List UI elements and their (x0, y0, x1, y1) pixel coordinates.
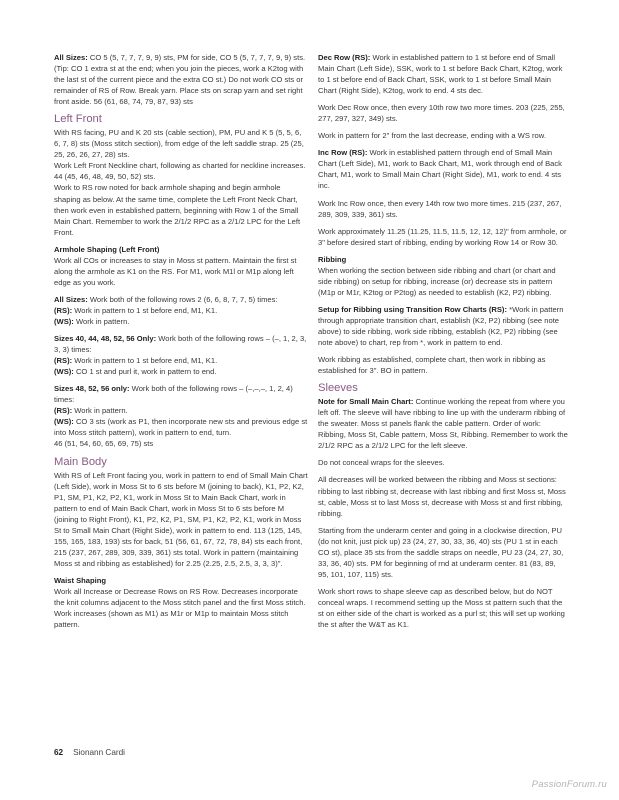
left-front-paragraph-3: Work to RS row noted for back armhole shaping and begin armhole shaping as below. At the same time, complete the Left Front Neck Chart, then work even in established pattern, beginning with Row 1 of the Small Main Chart. Remember to work the 2/1/2 RPC as a 2/1/2 LPC for the Left Front. (54, 183, 301, 237)
ws-row-1: (WS): Work in pattern. (54, 316, 130, 326)
main-body-heading: Main Body (54, 455, 107, 468)
ribbing-text: When working the section between side ribbing and chart (or chart and side ribbing) on setup for ribbing, increase (or) decrease sts in pattern (M1p or M1r, K2tog or P2tog) as needed to establish (K2, P2) ribbing. (318, 265, 556, 297)
all-sizes-rows: All Sizes: Work both of the following rows 2 (6, 6, 8, 7, 7, 5) times: (54, 294, 278, 304)
watermark: PassionForum.ru (531, 779, 607, 790)
waist-shaping-heading: Waist Shaping (54, 575, 107, 585)
armhole-shaping-text: Work all COs or increases to stay in Moss st pattern. Maintain the first st along the armhole as K1 on the RS. For M1, work M1l or M1p along left edge as you work. (54, 255, 297, 287)
dec-row: Dec Row (RS): Work in established pattern to 1 st before end of Small Main Chart (Left Side), SSK, work to 1 st before Back Chart, K2tog, work to 1 st before end of Back Chart, SSK, work to 1 st before Small Main Chart (Right Side), K2tog, work to end. 4 sts dec. (318, 53, 563, 96)
all-sizes-intro: All Sizes: CO 5 (5, 7, 7, 7, 9, 9) sts, PM for side, CO 5 (5, 7, 7, 7, 9, 9) sts. (Tip: CO 1 extra st at the end; when you join the pieces, work a K2tog with the last st of the current piece and the extra CO st.) Do not work CO sts or remainder of RS of Row. Break yarn. Place sts on scrap yarn and set right front aside. 56 (61, 68, 74, 79, 87, 93) sts (54, 53, 306, 107)
ws-row-2: (WS): CO 1 st and purl it, work in pattern to end. (54, 367, 217, 377)
pattern-author: Sionann Cardi (73, 748, 125, 757)
armhole-shaping-heading: Armhole Shaping (Left Front) (54, 244, 160, 254)
sleeves-heading: Sleeves (318, 382, 358, 395)
ribbing-complete: Work ribbing as established, complete chart, then work in ribbing as established for 3". BO in pattern. (318, 355, 546, 376)
main-body-text: With RS of Left Front facing you, work in pattern to end of Small Main Chart (Left Side), work in Moss St to 6 sts before M (joining to back), K1, P2, K2, P1, SM, P1, K2, P2, K1, work in Moss St to Main Back Chart, work in pattern to end of Main Back Chart, work in Moss St to 6 sts before M (joining to Right Front), K1, P2, K2, P1, SM, P1, K2, P2, K1, work in Moss St to Small Main Chart (Right Side), work in pattern to end. 113 (125, 145, 155, 165, 183, 193) sts for back, 51 (56, 61, 67, 72, 78, 84) sts each front, 215 (237, 267, 289, 309, 339, 361) sts total. Work in pattern (maintaining Moss st and ribbing as established) for 2.25 (2.25, 2.5, 2.5, 3, 3, 3)". (54, 470, 308, 568)
rs-row-2: (RS): Work in pattern to 1 st before end, M1, K1. (54, 356, 218, 366)
sizes-40-56-rows: Sizes 40, 44, 48, 52, 56 Only: Work both of the following rows – (–, 1, 2, 3, 3, 3) times: (54, 334, 307, 355)
left-front-paragraph-2: Work Left Front Neckline chart, following as charted for neckline increases. 44 (45, 46, 48, 49, 50, 52) sts. (54, 161, 306, 182)
starting-text: Starting from the underarm center and going in a clockwise direction, PU (do not knit, just pick up) 23 (24, 27, 30, 33, 36, 40) sts (PU 1 st in each CO st), place 35 sts from the saddle straps on needle, PU 23 (24, 27, 30, 33, 36, 40) sts. PM for beginning of rnd at underarm center. 81 (83, 89, 95, 101, 107, 115) sts. (318, 525, 564, 579)
work-pattern: Work in pattern for 2" from the last decrease, ending with a WS row. (318, 131, 546, 141)
stitch-count: 46 (51, 54, 60, 65, 69, 75) sts (54, 439, 154, 449)
inc-repeat: Work Inc Row once, then every 14th row two more times. 215 (237, 267, 289, 309, 339, 361) sts. (318, 198, 562, 219)
waist-shaping-text: Work all Increase or Decrease Rows on RS Row. Decreases incorporate the knit columns adjacent to the Moss stitch panel and the first Moss stitch. Work increases (shown as M1) as M1r or M1p to maintain Moss stitch pattern. (54, 586, 306, 630)
decreases-text: All decreases will be worked between the ribbing and Moss st sections: ribbing to last ribbing st, decrease with last ribbing and first Moss st, Moss st, cable, Moss st to last Moss st, decrease with Moss st and first ribbing, ribbing. (318, 475, 566, 518)
ws-row-3: (WS): CO 3 sts (work as P1, then incorporate new sts and previous edge st into Moss stitch pattern), work in pattern to end, turn. (54, 417, 308, 438)
sleeves-note: Note for Small Main Chart: Continue working the repeat from where you left off. The sleeve will have ribbing to line up with the underarm ribbing of the sweater. Moss st panels flank the cable pattern. Order of work: Ribbing, Moss St, Cable pattern, Moss St, Ribbing. Remember to work the 2/1/2 RPC as a 2/1/2 LPC for the left sleeve. (318, 397, 568, 451)
left-front-paragraph-1: With RS facing, PU and K 20 sts (cable section), PM, PU and K 5 (5, 5, 6, 6, 7, 8) sts (Moss stitch section), from edge of the left saddle strap. 25 (25, 25, 26, 26, 27, 28) sts. (54, 128, 304, 160)
sizes-48-56-rows: Sizes 48, 52, 56 only: Work both of the following rows – (–,–,–, 1, 2, 4) times: (54, 384, 293, 405)
right-column (318, 52, 568, 636)
dec-repeat: Work Dec Row once, then every 10th row two more times. 203 (225, 255, 277, 297, 327, 349) sts. (318, 103, 565, 124)
no-conceal-wraps: Do not conceal wraps for the sleeves. (318, 458, 445, 468)
ribbing-heading: Ribbing (318, 254, 347, 264)
approx-length: Work approximately 11.25 (11.25, 11.5, 11.5, 12, 12, 12)" from armhole, or 3" before desired start of ribbing, ending by working Row 14 or Row 30. (318, 226, 567, 247)
rs-row-3: (RS): Work in pattern. (54, 406, 128, 416)
setup-ribbing: Setup for Ribbing using Transition Row Charts (RS): *Work in pattern through appropriate transition chart, establish (K2, P2) ribbing (see note above) to side ribbing, work side ribbing, establish (K2, P2) ribbing (see note above) to chart, rep from *, work in pattern to end. (318, 304, 564, 348)
page-footer (54, 748, 125, 757)
left-column (54, 52, 308, 636)
rs-row-1: (RS): Work in pattern to 1 st before end, M1, K1. (54, 305, 218, 315)
inc-row: Inc Row (RS): Work in established pattern through end of Small Main Chart (Left Side), M1, work to Back Chart, M1, work through end of Back Chart, M1, work to Small Main Chart (Right Side), M1, work to end. 4 sts inc. (318, 148, 562, 191)
page-number: 62 (54, 748, 64, 757)
short-rows-text: Work short rows to shape sleeve cap as described below, but do NOT conceal wraps. I recommend setting up the Moss st pattern such that the st on either side of the chart is worked as a purl st; this will set up working the st after the W&T as K1. (318, 586, 565, 630)
left-front-heading: Left Front (54, 113, 102, 126)
